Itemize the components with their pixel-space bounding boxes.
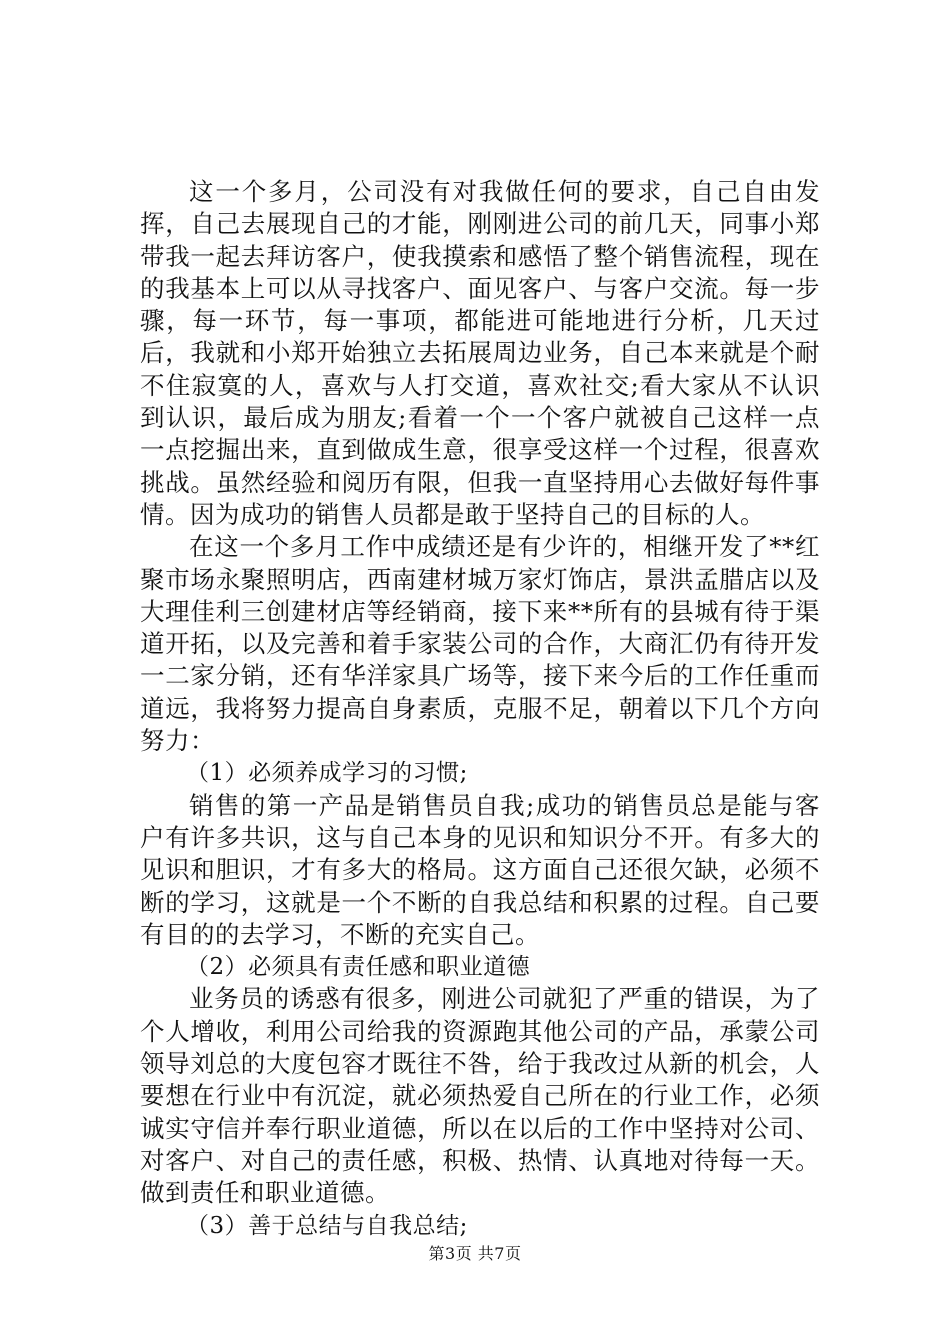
paragraph-learning: 销售的第一产品是销售员自我;成功的销售员总是能与客户有许多共识，这与自己本身的见识和知识分不开。有多大的见识和胆识，才有多大的格局。这方面自己还很欠缺，必须不断的学习，这就是一个不断的自我总结和积累的过程。自己要有目的的去学习，不断的充实自己。 xyxy=(140,790,820,949)
heading-responsibility: （2）必须具有责任感和职业道德 xyxy=(186,954,531,981)
heading-summarize: （3）善于总结与自我总结; xyxy=(186,1212,468,1239)
paragraph-achievements: 在这一个多月工作中成绩还是有少许的，相继开发了**红聚市场永聚照明店，西南建材城万家灯饰店，景洪孟腊店以及大理佳利三创建材店等经销商，接下来**所有的县城有待于渠道开拓，以及完善和着手家装公司的合作，大商汇仍有待开发一二家分销，还有华洋家具广场等，接下来今后的工作任重而道远，我将努力提高自身素质，克服不足，朝着以下几个方向努力： xyxy=(140,532,820,756)
document-body xyxy=(140,176,820,1242)
page-number: 第3页 共7页 xyxy=(428,1244,522,1263)
heading-learning-habit: （1）必须养成学习的习惯; xyxy=(186,760,468,787)
page-footer xyxy=(0,1244,950,1264)
paragraph-responsibility: 业务员的诱惑有很多，刚进公司就犯了严重的错误，为了个人增收，利用公司给我的资源跑其他公司的产品，承蒙公司领导刘总的大度包容才既往不咎，给于我改过从新的机会，人要想在行业中有沉淀，就必须热爱自己所在的行业工作，必须诚实守信并奉行职业道德，所以在以后的工作中坚持对公司、对客户、对自己的责任感，积极、热情、认真地对待每一天。做到责任和职业道德。 xyxy=(140,984,820,1208)
paragraph-work-experience: 这一个多月，公司没有对我做任何的要求，自己自由发挥，自己去展现自己的才能，刚刚进公司的前几天，同事小郑带我一起去拜访客户，使我摸索和感悟了整个销售流程，现在的我基本上可以从寻找客户、面见客户、与客户交流。每一步骤，每一环节，每一事项，都能进可能地进行分析，几天过后，我就和小郑开始独立去拓展周边业务，自己本来就是个耐不住寂寞的人，喜欢与人打交道，喜欢社交;看大家从不认识到认识，最后成为朋友;看着一个一个客户就被自己这样一点一点挖掘出来，直到做成生意，很享受这样一个过程，很喜欢挑战。虽然经验和阅历有限，但我一直坚持用心去做好每件事情。因为成功的销售人员都是敢于坚持自己的目标的人。 xyxy=(140,177,820,529)
